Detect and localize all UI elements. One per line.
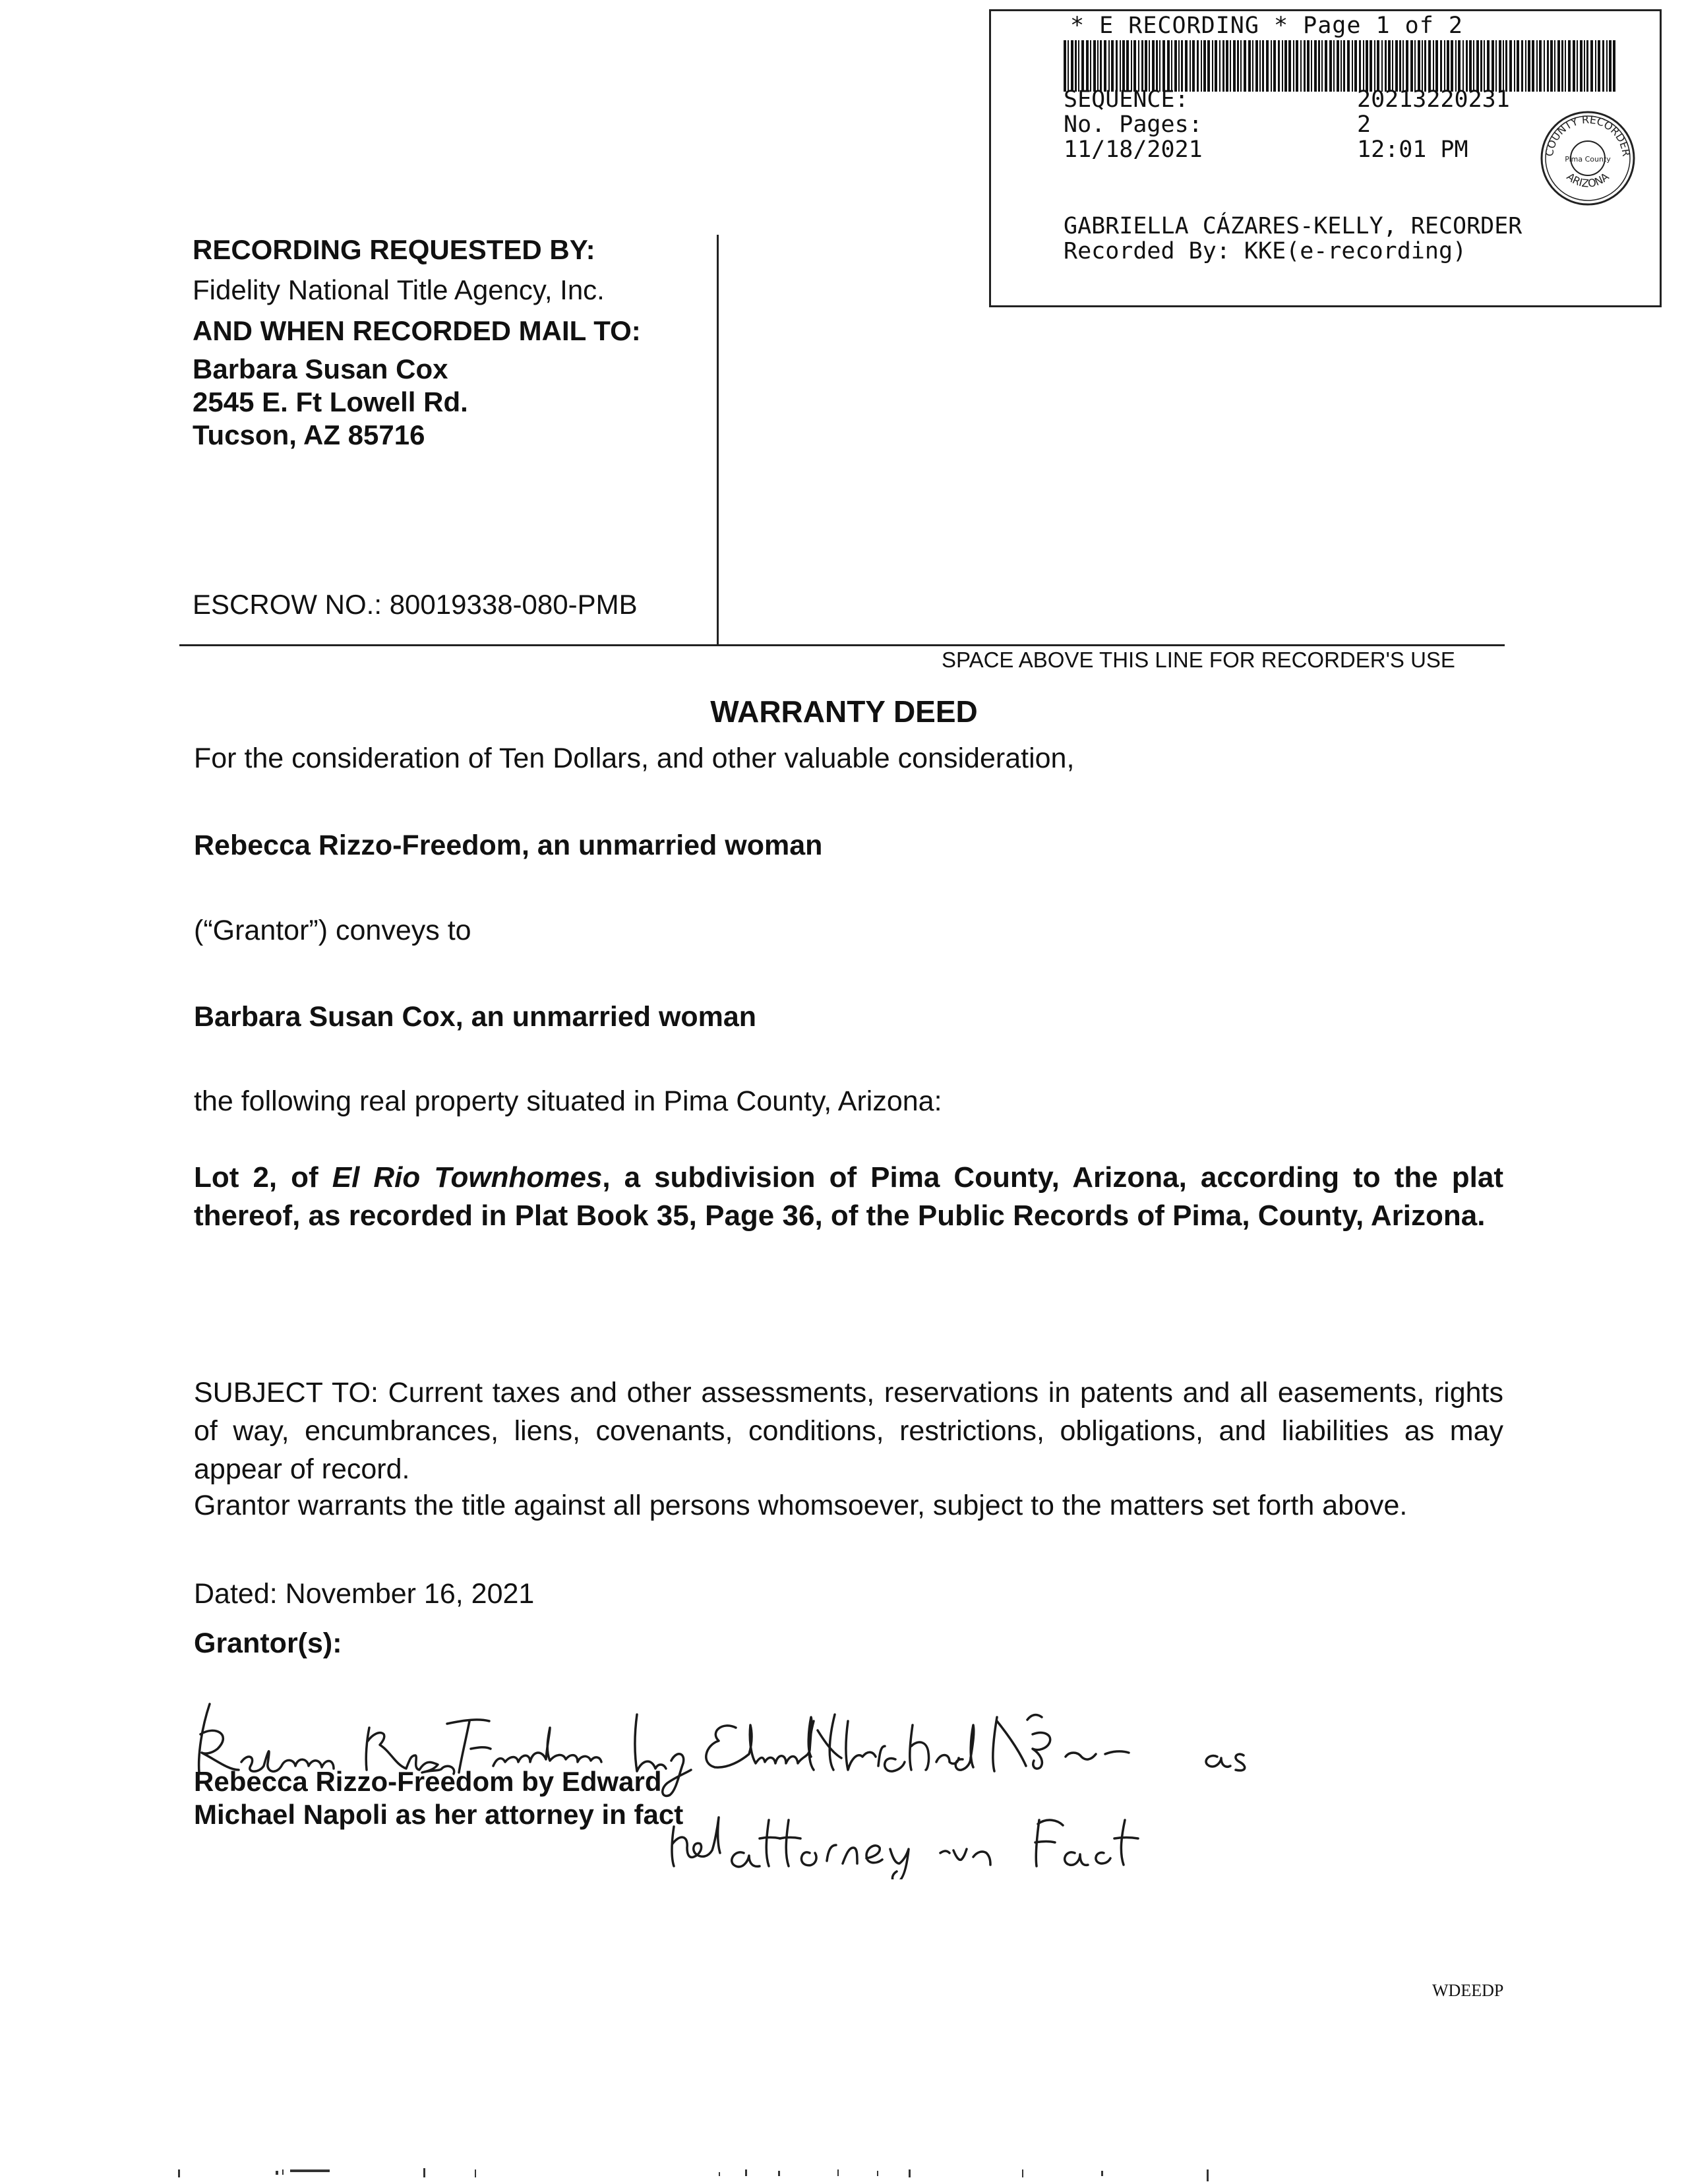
mail-to-city: Tucson, AZ 85716	[193, 419, 425, 450]
scan-marks	[165, 2156, 1286, 2183]
sequence-value: 20213220231	[1357, 86, 1510, 113]
mail-to-name: Barbara Susan Cox	[193, 353, 448, 384]
seal-text-top: COUNTY RECORDER	[1542, 113, 1633, 158]
recorder-use-note: SPACE ABOVE THIS LINE FOR RECORDER'S USE	[942, 648, 1455, 672]
pages-value: 2	[1357, 111, 1372, 138]
grantor-name: Rebecca Rizzo-Freedom, an unmarried woman	[194, 830, 823, 861]
recording-date: 11/18/2021	[1064, 136, 1203, 163]
form-code: WDEEDP	[1432, 1981, 1504, 2000]
legal-lot: Lot 2, of	[194, 1161, 332, 1194]
svg-text:ARIZONA	[1564, 170, 1611, 190]
vertical-divider	[717, 235, 719, 646]
conveys-text: (“Grantor”) conveys to	[194, 915, 471, 946]
escrow-label: ESCROW NO.:	[193, 589, 382, 620]
legal-description	[194, 1159, 1503, 1235]
recorder-stamp	[989, 9, 1662, 307]
grantee-name: Barbara Susan Cox, an unmarried woman	[194, 1001, 757, 1033]
subdivision-name: El Rio Townhomes	[332, 1161, 603, 1194]
county-recorder-seal	[1538, 109, 1637, 208]
deed-title: WARRANTY DEED	[710, 694, 978, 729]
barcode	[1064, 40, 1617, 92]
stamp-header: * E RECORDING * Page 1 of 2	[1070, 13, 1463, 39]
recorded-by: Recorded By: KKE(e-recording)	[1064, 238, 1467, 264]
legal-rest: , a subdivision of Pima County, Arizona, according to the plat thereof, as recorded in Plat Book 35, Page 36, of the Public Records of Pima, County, Arizona.	[194, 1161, 1503, 1232]
recording-time: 12:01 PM	[1357, 136, 1468, 163]
title-agency: Fidelity National Title Agency, Inc.	[193, 274, 605, 305]
property-intro: the following real property situated in Pima County, Arizona:	[194, 1085, 942, 1117]
seal-text-center: Pima County	[1565, 155, 1611, 164]
subject-to-clause: SUBJECT TO: Current taxes and other assessments, reservations in patents and all easements, rights of way, encumbrances, liens, covenants, conditions, restrictions, obligations, and liabilities as may appear of record.	[194, 1377, 1503, 1485]
mail-to-street: 2545 E. Ft Lowell Rd.	[193, 386, 468, 417]
consideration-text: For the consideration of Ten Dollars, and other valuable consideration,	[194, 743, 1075, 774]
dated-line: Dated: November 16, 2021	[194, 1578, 535, 1610]
svg-text:COUNTY RECORDER	[1543, 113, 1633, 158]
sequence-label: SEQUENCE:	[1064, 86, 1189, 113]
escrow-value: 80019338-080-PMB	[389, 589, 638, 620]
pages-label: No. Pages:	[1064, 111, 1203, 138]
mail-to-label: AND WHEN RECORDED MAIL TO:	[193, 315, 641, 346]
grantors-label: Grantor(s):	[194, 1627, 342, 1659]
signer-line-1: Rebecca Rizzo-Freedom by Edward	[194, 1766, 662, 1797]
seal-text-bottom: ARIZONA	[1564, 170, 1612, 190]
recorder-space-line	[179, 644, 1505, 646]
warranty-clause: Grantor warrants the title against all persons whomsoever, subject to the matters set forth above.	[194, 1490, 1408, 1521]
recorder-name: GABRIELLA CÁZARES-KELLY, RECORDER	[1064, 213, 1522, 239]
recording-requested-label: RECORDING REQUESTED BY:	[193, 234, 595, 265]
escrow-number	[193, 589, 638, 621]
signer-line-2: Michael Napoli as her attorney in fact	[194, 1799, 684, 1830]
